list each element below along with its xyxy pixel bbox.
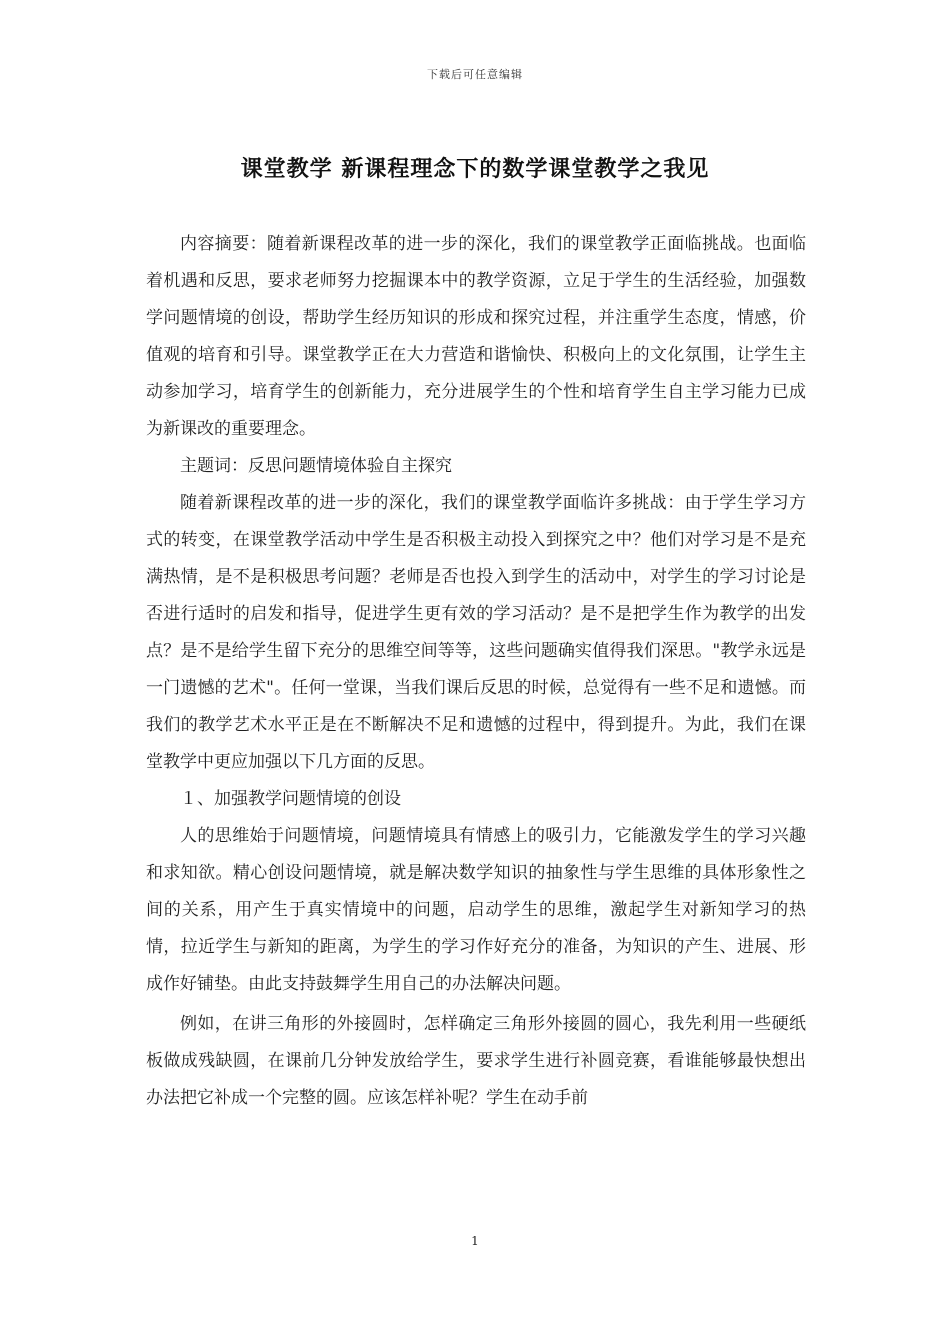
- document-title: 课堂教学 新课程理念下的数学课堂教学之我见: [240, 156, 710, 182]
- example-paragraph: 例如，在讲三角形的外接圆时，怎样确定三角形外接圆的圆心，我先利用一些硬纸板做成残缺圆，在课前几分钟发放给学生，要求学生进行补圆竞赛，看谁能够最快想出办法把它补成一个完整的圆。应该怎样补呢？学生在动手前: [146, 1014, 806, 1108]
- abstract-paragraph: 内容摘要：随着新课程改革的进一步的深化，我们的课堂教学正面临挑战。也面临着机遇和反思，要求老师努力挖掘课本中的教学资源，立足于学生的生活经验，加强数学问题情境的创设，帮助学生经历知识的形成和探究过程，并注重学生态度，情感，价值观的培育和引导。课堂教学正在大力营造和谐愉快、积极向上的文化氛围，让学生主动参加学习，培育学生的创新能力，充分进展学生的个性和培育学生自主学习能力已成为新课改的重要理念。: [146, 234, 806, 439]
- body-paragraph: 人的思维始于问题情境，问题情境具有情感上的吸引力，它能激发学生的学习兴趣和求知欲。精心创设问题情境，就是解决数学知识的抽象性与学生思维的具体形象性之间的关系，用产生于真实情境中的问题，启动学生的思维，激起学生对新知学习的热情，拉近学生与新知的距离，为学生的学习作好充分的准备，为知识的产生、进展、形成作好铺垫。由此支持鼓舞学生用自己的办法解决问题。: [146, 826, 806, 994]
- keywords-paragraph: 主题词：反思问题情境体验自主探究: [180, 456, 452, 476]
- document-body: [146, 226, 806, 1117]
- intro-paragraph: 随着新课程改革的进一步的深化，我们的课堂教学面临许多挑战：由于学生学习方式的转变，在课堂教学活动中学生是否积极主动投入到探究之中？他们对学习是不是充满热情，是不是积极思考问题？老师是否也投入到学生的活动中，对学生的学习讨论是否进行适时的启发和指导，促进学生更有效的学习活动？是不是把学生作为教学的出发点？是不是给学生留下充分的思维空间等等，这些问题确实值得我们深思。"教学永远是一门遗憾的艺术"。任何一堂课，当我们课后反思的时候，总觉得有一些不足和遗憾。而我们的教学艺术水平正是在不断解决不足和遗憾的过程中，得到提升。为此，我们在课堂教学中更应加强以下几方面的反思。: [146, 493, 806, 772]
- section-heading: １、加强教学问题情境的创设: [180, 789, 401, 809]
- page-number: 1: [471, 1234, 479, 1248]
- header-note: 下载后可任意编辑: [427, 68, 523, 81]
